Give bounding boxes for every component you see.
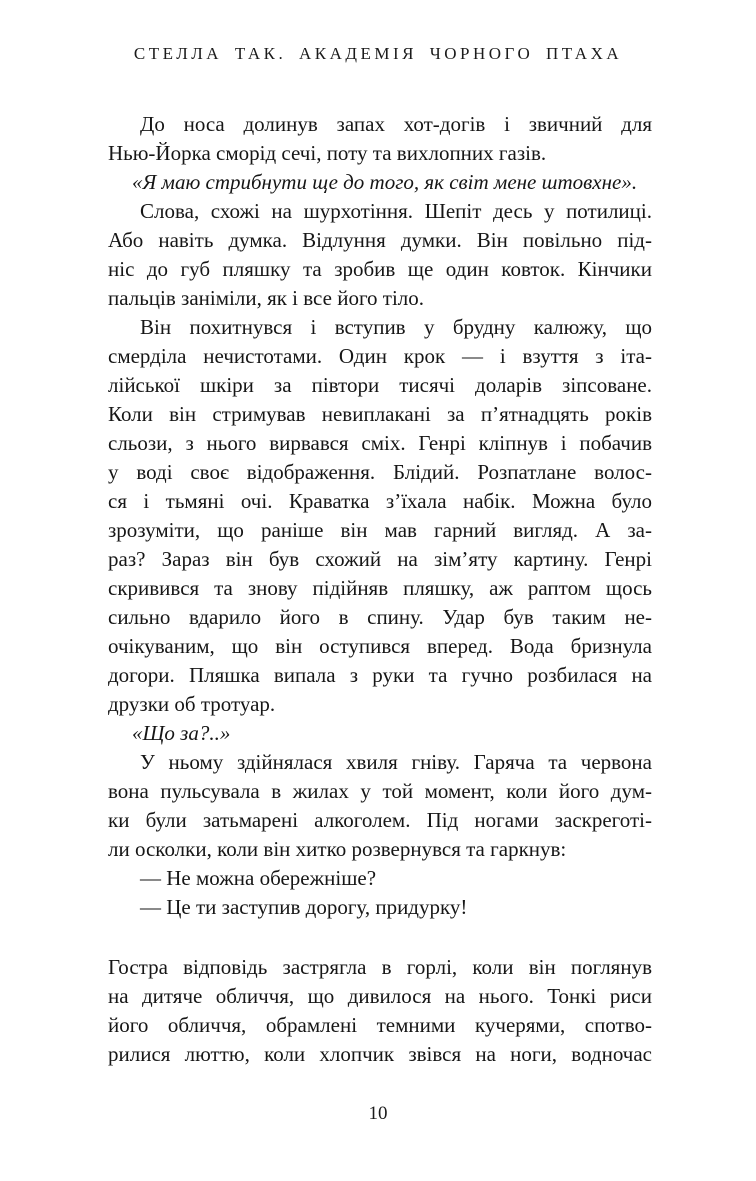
text-line: — Це ти заступив дорогу, придурку! <box>140 895 468 919</box>
text-line: Коли він стримував невиплакані за п’ятнадцять років <box>108 402 652 426</box>
text-line: сильно вдарило його в спину. Удар був таким не- <box>108 605 652 629</box>
text-line: догори. Пляшка випала з руки та гучно розбилася на <box>108 663 652 687</box>
text-line: рилися люттю, коли хлопчик звівся на ноги, водночас <box>108 1042 652 1066</box>
text-line: ніс до губ пляшку та зробив ще один ковток. Кінчики <box>108 257 652 281</box>
text-line: Або навіть думка. Відлуння думки. Він повільно під- <box>108 228 652 252</box>
text-block <box>108 110 652 1069</box>
text-line: його обличчя, обрамлені темними кучерями, спотво- <box>108 1013 652 1037</box>
text-line: Нью-Йорка сморід сечі, поту та вихлопних газів. <box>108 141 547 165</box>
text-line: у воді своє відображення. Блідий. Розпатлане волос- <box>108 460 652 484</box>
text-line: ли осколки, коли він хитко розвернувся та гаркнув: <box>108 837 567 861</box>
text-line: пальців заніміли, як і все його тіло. <box>108 286 425 310</box>
text-line: зрозуміти, що раніше він мав гарний вигляд. А за- <box>108 518 652 542</box>
text-line: скривився та знову підійняв пляшку, аж раптом щось <box>108 576 652 600</box>
text-line: на дитяче обличчя, що дивилося на нього. Тонкі риси <box>108 984 652 1008</box>
text-line: У ньому здійнялася хвиля гніву. Гаряча та червона <box>140 750 652 774</box>
dialogue-paragraph <box>108 864 652 893</box>
page-number: 10 <box>368 1103 388 1124</box>
paragraph <box>108 748 652 864</box>
text-line: До носа долинув запах хот-догів і звичний для <box>140 112 652 136</box>
text-line: «Що за?..» <box>132 721 231 745</box>
paragraph <box>108 110 652 168</box>
text-line: Він похитнувся і вступив у брудну калюжу, що <box>140 315 652 339</box>
text-line: ки були затьмарені алкоголем. Під ногами заскреготі- <box>108 808 652 832</box>
text-line: смерділа нечистотами. Один крок — і взуття з іта- <box>108 344 652 368</box>
text-line: раз? Зараз він був схожий на зім’яту картину. Генрі <box>108 547 652 571</box>
paragraph <box>108 719 652 748</box>
text-line: Гостра відповідь застрягла в горлі, коли він поглянув <box>108 955 652 979</box>
paragraph <box>108 953 652 1069</box>
text-line: сльози, з нього вирвався сміх. Генрі кліпнув і побачив <box>108 431 652 455</box>
text-line: друзки об тротуар. <box>108 692 276 716</box>
dialogue-paragraph <box>108 893 652 922</box>
paragraph <box>108 197 652 313</box>
text-line: очікуваним, що він оступився вперед. Вода бризнула <box>108 634 652 658</box>
text-line: «Я маю стрибнути ще до того, як світ мене штовхне». <box>132 170 638 194</box>
text-line: Слова, схожі на шурхотіння. Шепіт десь у потилиці. <box>140 199 652 223</box>
paragraph <box>108 313 652 719</box>
running-header: СТЕЛЛА ТАК. АКАДЕМІЯ ЧОРНОГО ПТАХА <box>133 44 623 63</box>
text-line: лійської шкіри за півтори тисячі доларів зіпсоване. <box>108 373 652 397</box>
text-line: ся і тьмяні очі. Краватка з’їхала набік. Можна було <box>108 489 652 513</box>
text-line: — Не можна обережніше? <box>140 866 377 890</box>
paragraph <box>108 168 652 197</box>
text-line: вона пульсувала в жилах у той момент, коли його дум- <box>108 779 652 803</box>
